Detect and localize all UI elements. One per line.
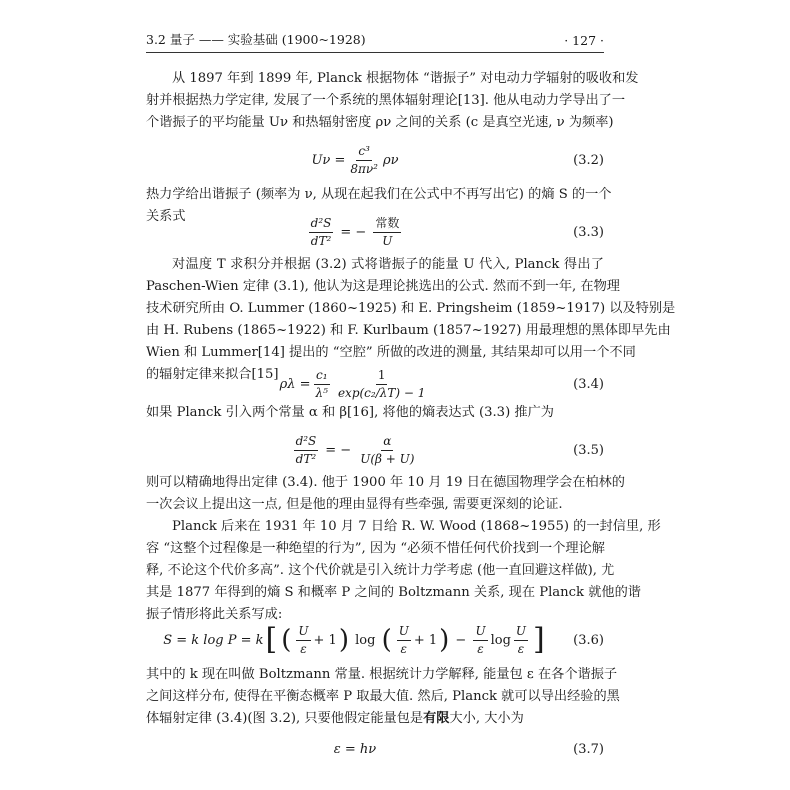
paragraph-1 <box>146 68 639 134</box>
numerator: 1 <box>376 368 388 385</box>
text-line: Wien 和 Lummer[14] 提出的 “空腔” 所做的改进的测量, 其结果却可以用一个不同 <box>146 345 636 360</box>
right-bracket: ] <box>533 622 545 657</box>
text-line: 从 1897 年到 1899 年, Planck 根据物体 “谐振子” 对电动力学辐射的吸收和发 <box>172 71 639 86</box>
text-line: 振子情形将此关系写成: <box>146 607 283 622</box>
fraction <box>309 216 334 249</box>
numerator: d²S <box>294 434 319 451</box>
text-line: 其中的 k 现在叫做 Boltzmann 常量. 根据统计力学解释, 能量包 ε 在各个谐振子 <box>146 667 618 682</box>
text-line: Planck 后来在 1931 年 10 月 7 日给 R. W. Wood (1868~1955) 的一封信里, 形 <box>172 519 661 534</box>
left-paren: ( <box>281 625 292 655</box>
paragraph-4 <box>146 402 604 424</box>
equation-number: (3.2) <box>573 152 604 168</box>
right-paren: ) <box>439 625 450 655</box>
running-header <box>146 26 604 48</box>
fraction <box>314 368 330 401</box>
numerator: 常数 <box>373 216 401 233</box>
equals-sign: = − <box>340 224 367 240</box>
text-line: 一次会议上提出这一点, 但是他的理由显得有些牵强, 需要更深刻的论证. <box>146 497 563 512</box>
eq-lhs: S = k log P = k <box>163 632 264 648</box>
fraction <box>373 216 401 249</box>
fraction <box>294 434 319 467</box>
fraction: $\frac{U}{\varepsilon}$ <box>298 623 309 656</box>
fraction <box>348 144 380 177</box>
text-line: 其是 1877 年得到的熵 S 和概率 P 之间的 Boltzmann 关系, 现在 Planck 就他的谐 <box>146 585 641 600</box>
equation-number: (3.6) <box>573 632 604 648</box>
text-line: 射并根据热力学定律, 发展了一个系统的黑体辐射理论[13]. 他从电动力学导出了一 <box>146 93 626 108</box>
paragraph-5 <box>146 472 625 516</box>
equation-3-6: S = k log P = k [ ( $\frac{U}{\varepsilon}$ + 1 ) log ( $\frac{U}{\varepsilon}$ + 1 ) − $\frac{U}{\varepsilon}$ log $\frac{U}{\varepsilon}$ ] (3.6) <box>163 622 604 657</box>
equation-3-7 <box>146 736 604 762</box>
fraction: $\frac{U}{\varepsilon}$ <box>475 623 486 656</box>
equation-3-4 <box>146 364 604 404</box>
text-run: 体辐射定律 (3.4)(图 3.2), 只要他假定能量包是 <box>146 711 424 726</box>
emphasis-bold: 有限 <box>423 711 450 726</box>
numerator: α <box>381 434 393 451</box>
eq-lhs: ρλ = <box>279 376 311 392</box>
equation-number: (3.3) <box>573 224 604 240</box>
denominator: exp(c₂/λT) − 1 <box>337 385 426 400</box>
denominator: U(β + U) <box>360 451 415 466</box>
denominator: 8πν² <box>350 161 378 176</box>
paragraph-6 <box>146 516 661 626</box>
text-line: 个谐振子的平均能量 Uν 和热辐射密度 ρν 之间的关系 (c 是真空光速, ν 为频率) <box>146 115 614 130</box>
equation-number: (3.4) <box>573 376 604 392</box>
header-rule <box>146 52 604 53</box>
denominator: dT² <box>295 451 317 466</box>
equation-number: (3.5) <box>573 442 604 458</box>
fraction: $\frac{U}{\varepsilon}$ <box>515 623 527 656</box>
text-line: 由 H. Rubens (1865~1922) 和 F. Kurlbaum (1857~1927) 用最理想的黑体即早先由 <box>146 323 671 338</box>
equation-number: (3.7) <box>573 741 604 757</box>
numerator: d²S <box>309 216 334 233</box>
eq-body: ε = hν <box>333 741 377 757</box>
text-line: 技术研究所由 O. Lummer (1860~1925) 和 E. Pringsheim (1859~1917) 以及特别是 <box>146 301 676 316</box>
page-number: · 127 · <box>564 33 604 48</box>
left-bracket: [ <box>265 622 278 657</box>
equals-sign: = − <box>325 442 352 458</box>
fraction: $\frac{U}{\varepsilon}$ <box>398 623 409 656</box>
denominator: dT² <box>310 233 332 248</box>
eq-lhs: Uν = <box>311 152 346 168</box>
fraction <box>336 368 427 401</box>
equation-3-3 <box>146 214 604 250</box>
eq-rhs: ρν <box>382 152 399 168</box>
text-line: 的辐射定律来拟合[15] <box>146 367 279 382</box>
text-run: 大小, 大小为 <box>449 711 524 726</box>
text-line: 如果 Planck 引入两个常量 α 和 β[16], 将他的熵表达式 (3.3) 推广为 <box>146 405 554 420</box>
text-line: 释, 不论这个代价多高”. 这个代价就是引入统计力学考虑 (他一直回避这样做), 尤 <box>146 563 615 578</box>
denominator: λ⁵ <box>315 385 328 400</box>
text-line: 对温度 T 求积分并根据 (3.2) 式将谐振子的能量 U 代入, Planck 得出了 <box>172 257 604 272</box>
right-paren: ) <box>338 625 349 655</box>
section-title: 3.2 量子 —— 实验基础 (1900~1928) <box>146 32 366 47</box>
equation-3-2 <box>146 142 604 178</box>
fraction <box>358 434 416 467</box>
text-line-with-emphasis <box>146 708 604 730</box>
equation-3-5 <box>146 430 604 470</box>
numerator: c₁ <box>314 368 330 385</box>
paragraph-7 <box>146 664 620 730</box>
text-line: 关系式 <box>146 209 186 224</box>
text-line: 之间这样分布, 使得在平衡态概率 P 取最大值. 然后, Planck 就可以导出经验的黑 <box>146 689 620 704</box>
denominator: U <box>382 233 393 248</box>
text-line: 容 “这整个过程像是一种绝望的行为”, 因为 “必须不惜任何代价找到一个理论解 <box>146 541 605 556</box>
text-line: Paschen-Wien 定律 (3.1), 他认为这是理论挑选出的公式. 然而不到一年, 在物理 <box>146 279 620 294</box>
numerator: c³ <box>356 144 372 161</box>
text-line: 则可以精确地得出定律 (3.4). 他于 1900 年 10 月 19 日在德国物理学会在柏林的 <box>146 475 625 490</box>
text-line: 热力学给出谐振子 (频率为 ν, 从现在起我们在公式中不再写出它) 的熵 S 的一个 <box>146 187 612 202</box>
left-paren: ( <box>381 625 392 655</box>
